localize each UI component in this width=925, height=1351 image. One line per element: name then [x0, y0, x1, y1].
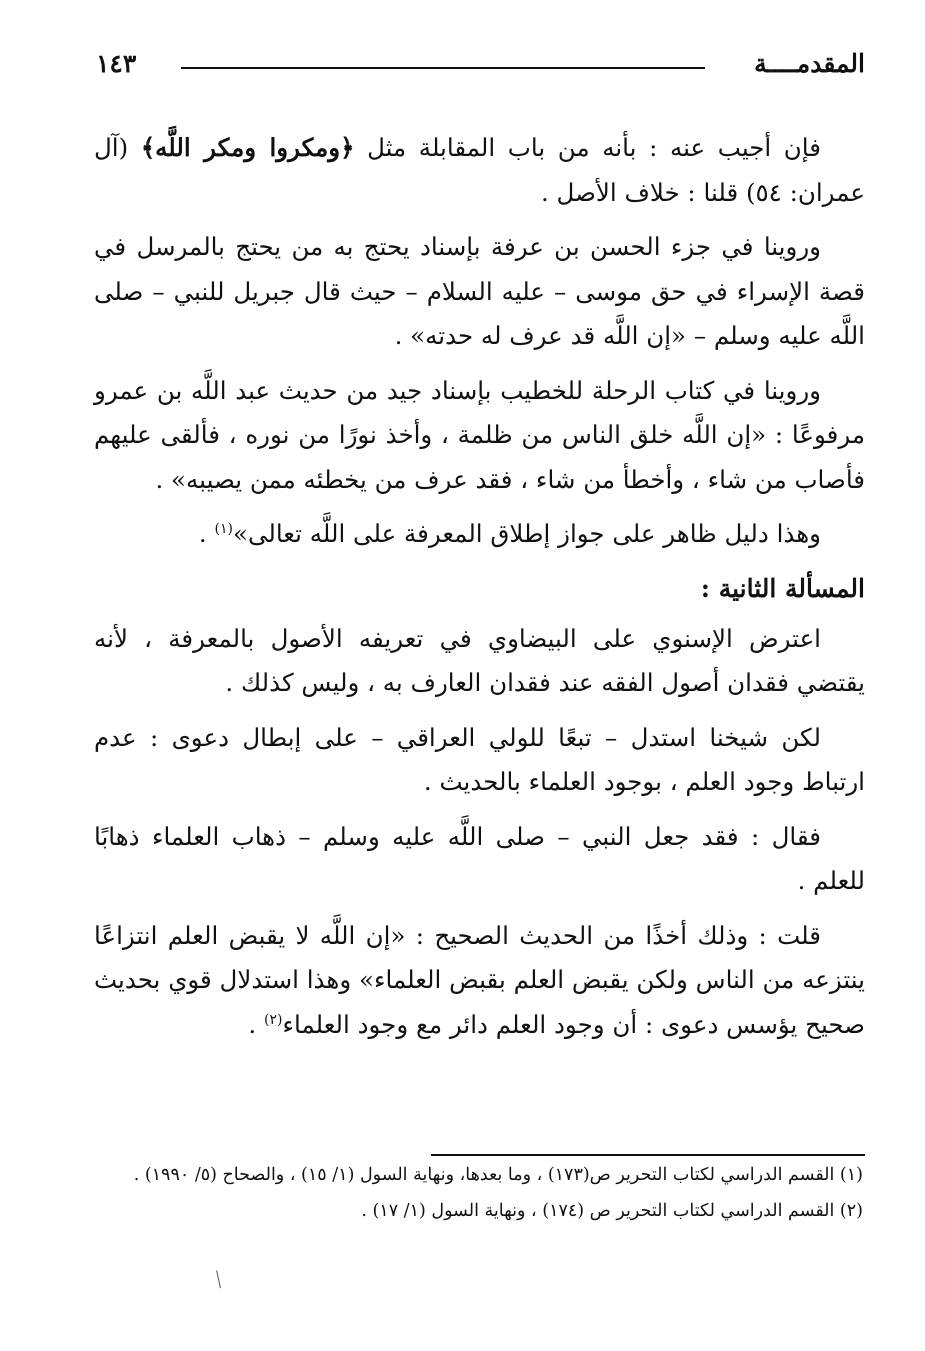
page-number: ١٤٣: [96, 49, 137, 78]
footnote-2: (٢) القسم الدراسي لكتاب التحرير ص (١٧٤) ، ونهاية السول (١/ ١٧) .: [361, 1201, 863, 1221]
paragraph-6: لكن شيخنا استدل – تبعًا للولي العراقي – على إبطال دعوى : عدم ارتباط وجود العلم ، بوجود العلماء بالحديث .: [94, 722, 865, 796]
p1-text-after: (آل عمران: ٥٤) قلنا : خلاف الأصل .: [94, 133, 865, 207]
footnote-separator: [431, 1154, 865, 1156]
header-rule: [181, 67, 705, 69]
scan-mark: [216, 1270, 224, 1288]
paragraph-1: [94, 126, 865, 215]
section-heading: المسألة الثانية :: [700, 573, 865, 603]
p4-text: وهذا دليل ظاهر على جواز إطلاق المعرفة على اللَّه تعالى»: [232, 519, 821, 548]
p8-end: .: [248, 1009, 264, 1039]
chapter-title: المقدمــــة: [754, 49, 865, 78]
paragraph-3: وروينا في كتاب الرحلة للخطيب بإسناد جيد من حديث عبد اللَّه بن عمرو مرفوعًا : «إن اللَّه خلق الناس من ظلمة ، وأخذ نورًا من نوره ، فألقى عليهم فأصاب من شاء ، وأخطأ من شاء ، فقد عرف من يخطئه ممن يصيبه» .: [94, 375, 865, 494]
body-text: [94, 126, 865, 1057]
paragraph-5: اعترض الإسنوي على البيضاوي في تعريفه الأصول بالمعرفة ، لأنه يقتضي فقدان أصول الفقه عند فقدان العارف به ، وليس كذلك .: [94, 623, 865, 697]
paragraph-4: [94, 512, 865, 557]
footnote-ref-2[interactable]: (٢): [264, 1011, 283, 1028]
footnote-1: (١) القسم الدراسي لكتاب التحرير ص(١٧٣) ، وما بعدها، ونهاية السول (١/ ١٥) ، والصحاح (٥/ ١٩٩٠) .: [133, 1165, 863, 1185]
paragraph-8: [94, 914, 865, 1048]
running-header: [96, 44, 865, 84]
quran-verse: ﴿ومكروا ومكر اللَّه﴾: [140, 133, 355, 162]
paragraph-2: وروينا في جزء الحسن بن عرفة بإسناد يحتج به من يحتج بالمرسل في قصة الإسراء في حق موسى – عليه السلام – حيث قال جبريل للنبي – صلى اللَّه عليه وسلم – «إن اللَّه قد عرف له حدته» .: [94, 232, 865, 350]
footnote-ref-1[interactable]: (١): [214, 520, 233, 537]
footnotes: [96, 1160, 863, 1232]
p1-text-before: فإن أجيب عنه : بأنه من باب المقابلة مثل: [354, 133, 821, 162]
p8-text: قلت : وذلك أخذًا من الحديث الصحيح : «إن اللَّه لا يقبض العلم انتزاعًا ينتزعه من الناس ولكن يقبض العلم بقبض العلماء» وهذا استدلال قوي بحديث صحيح يؤسس دعوى : أن وجود العلم دائر مع وجود العلماء: [94, 920, 865, 1039]
paragraph-7: فقال : فقد جعل النبي – صلى اللَّه عليه وسلم – ذهاب العلماء ذهابًا للعلم .: [94, 821, 865, 895]
p4-end: .: [198, 519, 215, 548]
